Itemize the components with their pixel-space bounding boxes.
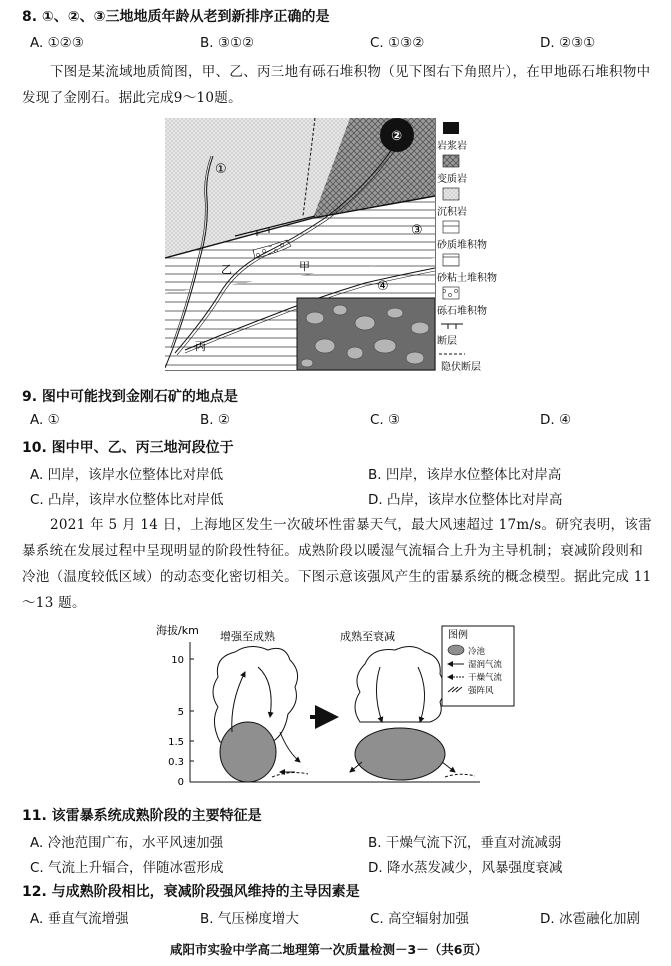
legend-cold-pool: 冷池 xyxy=(468,647,486,657)
intro-9-10: 下图是某流域地质简图，甲、乙、丙三地有砾石堆积物（见下图右下角照片），在甲地砾石堆积物中发现了金刚石。据此完成9～10题。 xyxy=(22,64,651,106)
legend-clay: 砂粘土堆积物 xyxy=(437,273,497,284)
q9-stem: 9. 图中可能找到金刚石矿的地点是 xyxy=(22,389,238,405)
legend-gust: 强阵风 xyxy=(468,686,494,696)
legend-title: 图例 xyxy=(448,630,468,641)
q12-option-d: D. 冰雹融化加剧 xyxy=(540,911,640,927)
page-footer: 咸阳市实验中学高二地理第一次质量检测－3－（共6页） xyxy=(170,942,488,957)
q10-option-b: B. 凹岸，该岸水位整体比对岸高 xyxy=(368,467,562,483)
site-label-jia: 甲 xyxy=(299,260,310,273)
legend-gravel: 砾石堆积物 xyxy=(437,306,487,317)
y-tick-10: 10 xyxy=(171,655,184,666)
q9-option-a: A. ① xyxy=(30,412,60,428)
q12-stem: 12. 与成熟阶段相比，衰减阶段强风维持的主导因素是 xyxy=(22,884,360,900)
legend-sandy: 砂质堆积物 xyxy=(437,240,487,251)
y-tick-0-3: 0.3 xyxy=(168,757,184,768)
thunderstorm-model-figure xyxy=(150,622,520,792)
legend-magmatic: 岩浆岩 xyxy=(437,141,467,152)
legend-sedimentary: 沉积岩 xyxy=(437,207,467,218)
y-axis-label: 海拔/km xyxy=(156,624,199,637)
q11-option-b: B. 干燥气流下沉，垂直对流减弱 xyxy=(368,835,562,851)
q12-option-a: A. 垂直气流增强 xyxy=(30,911,129,927)
q10-stem: 10. 图中甲、乙、丙三地河段位于 xyxy=(22,440,234,456)
geology-legend xyxy=(437,122,497,373)
legend-hidden-fault: 隐伏断层 xyxy=(441,362,481,373)
q11-option-c: C. 气流上升辐合，伴随冰雹形成 xyxy=(30,860,224,876)
q9-option-d: D. ④ xyxy=(540,412,572,428)
q8-option-b: B. ③①② xyxy=(200,35,255,51)
q9-option-b: B. ② xyxy=(200,412,230,428)
site-label-2: ② xyxy=(391,129,403,144)
site-label-yi: 乙 xyxy=(221,263,232,276)
q12-option-b: B. 气压梯度增大 xyxy=(200,911,299,927)
q8-option-d: D. ②③① xyxy=(540,35,596,51)
q10-option-c: C. 凸岸，该岸水位整体比对岸低 xyxy=(30,492,224,508)
legend-metamorphic: 变质岩 xyxy=(437,174,467,185)
site-label-4: ④ xyxy=(377,279,389,294)
legend-dry-flow: 干燥气流 xyxy=(468,673,503,683)
geology-map-figure xyxy=(165,118,505,374)
legend-moist-flow: 湿润气流 xyxy=(468,660,503,670)
site-label-1: ① xyxy=(215,162,227,177)
q9-option-c: C. ③ xyxy=(370,412,401,428)
q8-option-c: C. ①③② xyxy=(370,35,425,51)
site-label-bing: 丙 xyxy=(195,340,206,353)
q10-option-a: A. 凹岸，该岸水位整体比对岸低 xyxy=(30,467,224,483)
y-tick-5: 5 xyxy=(177,707,184,718)
q8-stem: 8. ①、②、③三地地质年龄从老到新排序正确的是 xyxy=(22,9,330,25)
y-tick-1-5: 1.5 xyxy=(168,737,184,748)
legend-fault: 断层 xyxy=(437,336,457,347)
thunderstorm-legend xyxy=(442,626,514,706)
intro-11-13: 2021 年 5 月 14 日，上海地区发生一次破坏性雷暴天气，最大风速超过 17m/s。研究表明，该雷暴系统在发展过程中呈现明显的阶段性特征。成熟阶段以暖湿气流辐合上升为主导机制；衰减阶段则和冷池（温度较低区域）的动态变化密切相关。下图示意该强风产生的雷暴系统的概念模型。据此完成 11～13 题。 xyxy=(22,517,652,611)
q10-option-d: D. 凸岸，该岸水位整体比对岸高 xyxy=(368,492,563,508)
site-label-3: ③ xyxy=(411,223,423,238)
q11-stem: 11. 该雷暴系统成熟阶段的主要特征是 xyxy=(22,808,262,824)
y-tick-0: 0 xyxy=(177,777,184,788)
q12-option-c: C. 高空辐射加强 xyxy=(370,911,470,927)
q8-option-a: A. ①②③ xyxy=(30,35,84,51)
stage-label-decay: 成熟至衰减 xyxy=(340,630,395,643)
stage-label-mature: 增强至成熟 xyxy=(220,630,275,643)
q11-option-a: A. 冷池范围广布，水平风速加强 xyxy=(30,835,224,851)
q11-option-d: D. 降水蒸发减少，风暴强度衰减 xyxy=(368,860,563,876)
